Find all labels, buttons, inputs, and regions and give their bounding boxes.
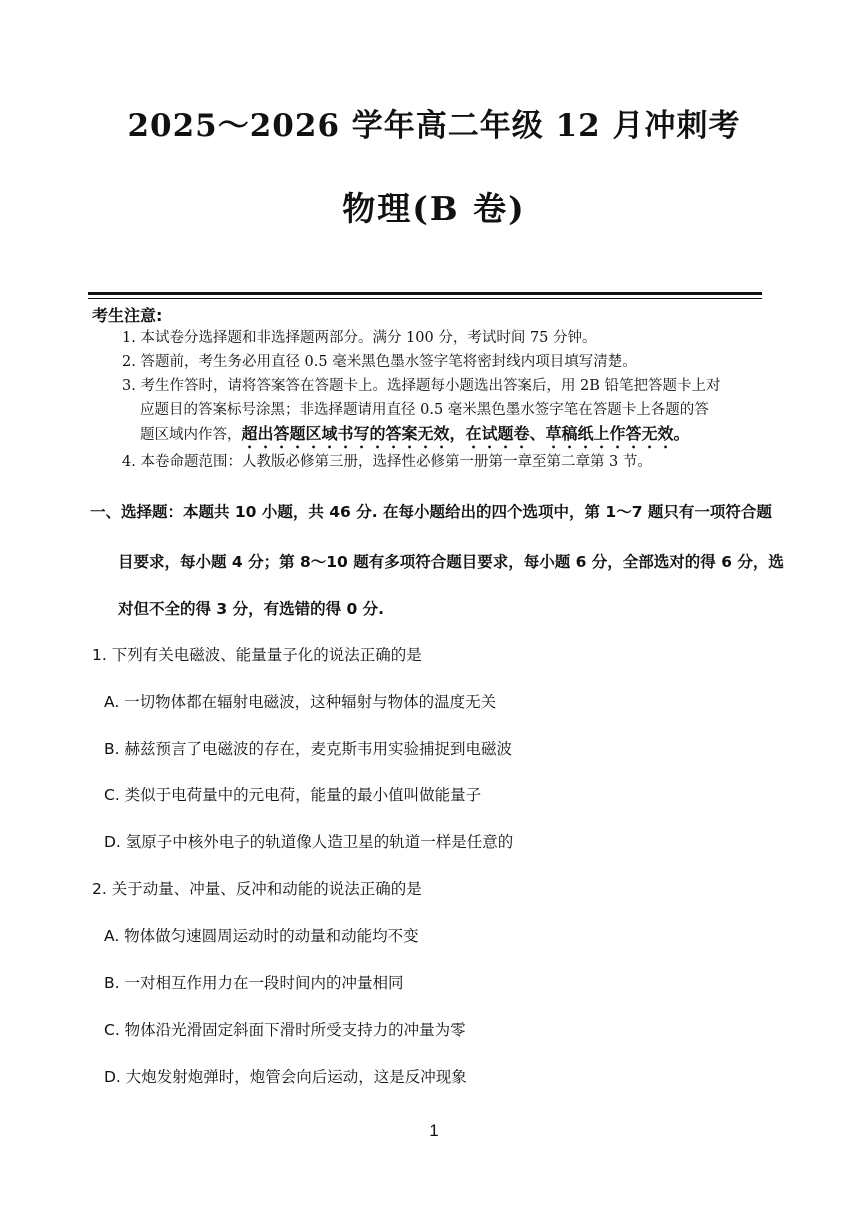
section-1-line-3: 对但不全的得 3 分，有选错的得 0 分.: [118, 600, 385, 618]
question-2-option-b: B. 一对相互作用力在一段时间内的冲量相同: [104, 974, 404, 992]
question-2-option-a: A. 物体做匀速圆周运动时的动量和动能均不变: [104, 927, 419, 945]
header-divider-thick: [88, 292, 762, 295]
question-1-option-b: B. 赫兹预言了电磁波的存在，麦克斯韦用实验捕捉到电磁波: [104, 740, 512, 758]
notice-item-3-line3-text: 题区域内作答，: [140, 427, 242, 443]
question-2-stem: 2. 关于动量、冲量、反冲和动能的说法正确的是: [92, 880, 422, 898]
notice-heading: 考生注意:: [92, 306, 163, 325]
notice-item-3: [122, 374, 762, 452]
question-1-stem: 1. 下列有关电磁波、能量量子化的说法正确的是: [92, 646, 422, 664]
page-number: 1: [429, 1121, 439, 1140]
notice-item-3-line2: 应题目的答案标号涂黑；非选择题请用直径 0.5 毫米黑色墨水签字笔在答题卡上各题的答: [140, 402, 709, 418]
section-1-line-1: 一、选择题：本题共 10 小题，共 46 分. 在每小题给出的四个选项中，第 1～7 题只有一项符合题: [90, 503, 772, 521]
exam-subtitle: 物理(B 卷): [342, 189, 526, 228]
question-2-option-d: D. 大炮发射炮弹时，炮管会向后运动，这是反冲现象: [104, 1068, 467, 1086]
question-1-option-c: C. 类似于电荷量中的元电荷，能量的最小值叫做能量子: [104, 786, 482, 804]
question-2-option-c: C. 物体沿光滑固定斜面下滑时所受支持力的冲量为零: [104, 1021, 466, 1039]
section-1-line-2: 目要求，每小题 4 分；第 8～10 题有多项符合题目要求，每小题 6 分，全部选对的得 6 分，选: [118, 553, 784, 571]
exam-title: 2025～2026 学年高二年级 12 月冲刺考: [127, 108, 741, 144]
question-1-option-d: D. 氢原子中核外电子的轨道像人造卫星的轨道一样是任意的: [104, 833, 514, 851]
header-divider-thin: [88, 298, 762, 299]
notice-item-1: 1. 本试卷分选择题和非选择题两部分。满分 100 分，考试时间 75 分钟。: [122, 330, 597, 346]
notice-item-4: 4. 本卷命题范围：人教版必修第三册，选择性必修第一册第一章至第二章第 3 节。: [122, 454, 652, 470]
notice-item-3-line3: [122, 422, 762, 452]
notice-item-3-line1: 3. 考生作答时，请将答案答在答题卡上。选择题每小题选出答案后，用 2B 铅笔把答题卡上对: [122, 378, 721, 394]
question-1-option-a: A. 一切物体都在辐射电磁波，这种辐射与物体的温度无关: [104, 693, 497, 711]
notice-emphasis: 超出答题区域书写的答案无效，在试题卷、草稿纸上作答无效。: [241, 424, 690, 443]
notice-item-2: 2. 答题前，考生务必用直径 0.5 毫米黑色墨水签字笔将密封线内项目填写清楚。: [122, 354, 637, 370]
